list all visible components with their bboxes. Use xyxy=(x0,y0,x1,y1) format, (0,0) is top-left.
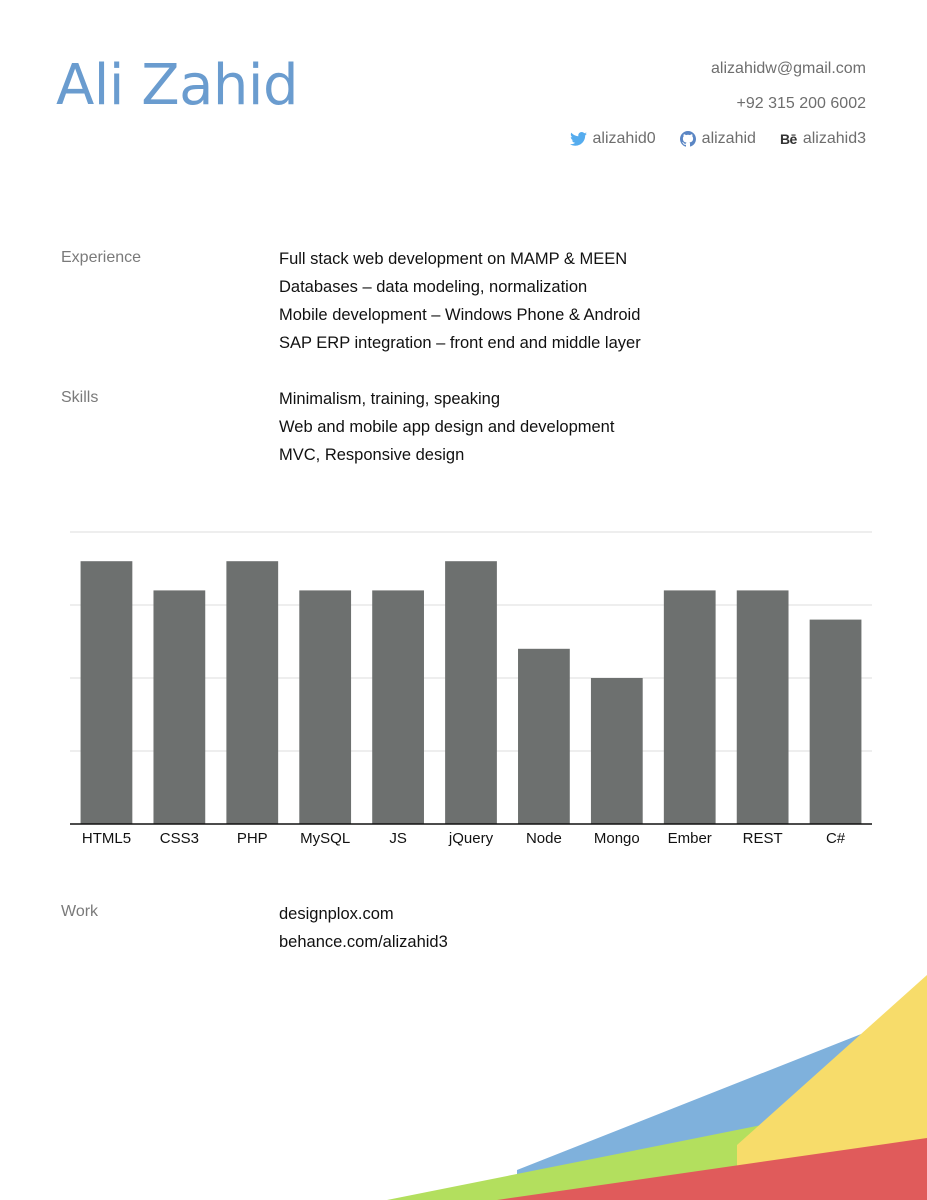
chart-tick-label: HTML5 xyxy=(81,830,132,847)
chart-tick-label: MySQL xyxy=(300,830,351,847)
skills-item: MVC, Responsive design xyxy=(279,446,465,464)
resume-name: Ali Zahid xyxy=(56,53,299,118)
github-link[interactable] xyxy=(680,130,756,148)
behance-link[interactable] xyxy=(780,130,866,148)
chart-bar-mongo xyxy=(591,678,643,824)
work-label: Work xyxy=(61,903,99,920)
chart-bar-mysql xyxy=(299,590,351,824)
social-links xyxy=(570,130,866,148)
chart-bar-js xyxy=(372,590,424,824)
chart-bar-c xyxy=(810,620,862,824)
chart-bar-css3 xyxy=(153,590,205,824)
skills-item: Web and mobile app design and development xyxy=(279,418,615,436)
skills-bar-chart xyxy=(60,520,880,860)
behance-icon: Bē xyxy=(779,131,797,147)
skills-item: Minimalism, training, speaking xyxy=(279,390,501,408)
chart-tick-label: jQuery xyxy=(448,830,494,847)
behance-handle: alizahid3 xyxy=(802,130,866,147)
chart-tick-label: JS xyxy=(389,830,407,847)
chart-tick-label: PHP xyxy=(236,830,268,847)
chart-tick-label: REST xyxy=(742,830,783,847)
experience-item: Mobile development – Windows Phone & Android xyxy=(279,306,641,324)
experience-item: Full stack web development on MAMP & MEEN xyxy=(279,250,628,268)
twitter-link[interactable] xyxy=(570,130,656,148)
chart-tick-label: Mongo xyxy=(593,830,640,847)
experience-item: Databases – data modeling, normalization xyxy=(279,278,588,296)
github-icon xyxy=(680,131,696,147)
twitter-handle: alizahid0 xyxy=(592,130,656,147)
chart-bar-node xyxy=(518,649,570,824)
chart-bar-jquery xyxy=(445,561,497,824)
phone-number: +92 315 200 6002 xyxy=(736,95,866,112)
chart-tick-label: Node xyxy=(525,830,562,847)
chart-bar-ember xyxy=(664,590,716,824)
decorative-corner-shapes xyxy=(367,970,927,1200)
experience-label: Experience xyxy=(61,249,142,266)
work-link[interactable]: designplox.com xyxy=(279,905,394,923)
chart-bar-html5 xyxy=(81,561,133,824)
work-link[interactable]: behance.com/alizahid3 xyxy=(279,933,448,951)
chart-tick-label: C# xyxy=(825,830,846,847)
work-list xyxy=(279,900,448,956)
chart-tick-label: CSS3 xyxy=(159,830,199,847)
email-link[interactable]: alizahidw@gmail.com xyxy=(711,60,866,77)
skills-label: Skills xyxy=(61,389,99,406)
experience-list xyxy=(279,245,641,357)
chart-bar-php xyxy=(226,561,278,824)
skills-list xyxy=(279,385,614,469)
experience-item: SAP ERP integration – front end and middle layer xyxy=(279,334,641,352)
chart-tick-label: Ember xyxy=(667,830,712,847)
github-handle: alizahid xyxy=(701,130,756,147)
twitter-icon xyxy=(570,132,587,146)
chart-bar-rest xyxy=(737,590,789,824)
